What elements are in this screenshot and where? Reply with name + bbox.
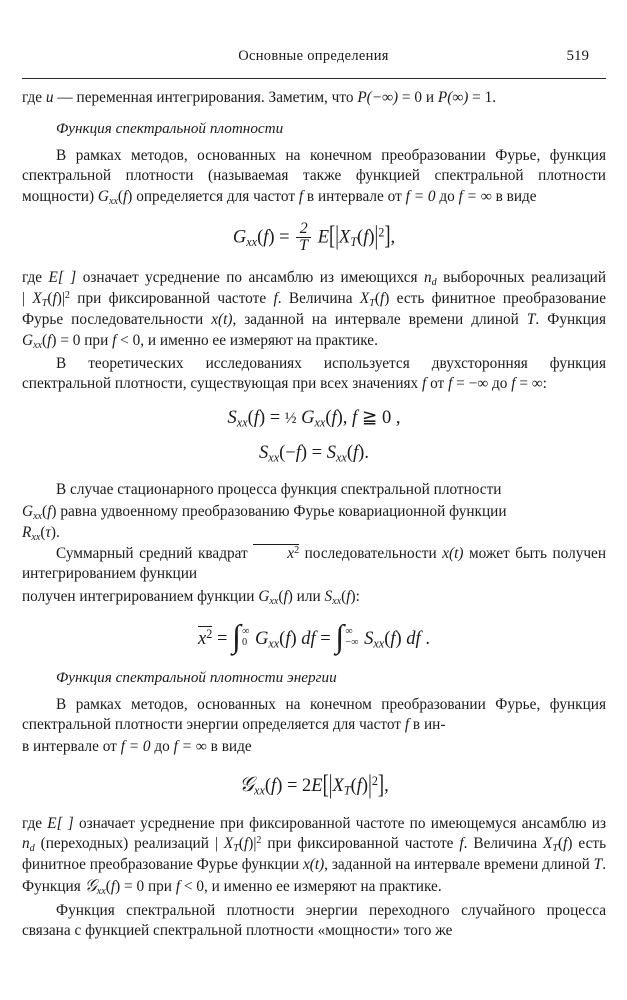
symbol-P-minus-inf: P(−∞) — [357, 89, 399, 106]
inline-f-zero-2: f = 0 — [120, 738, 151, 756]
p8-d: при фиксированной частоте — [267, 835, 454, 853]
paragraph-7-cont: в интервале от f = 0 до f = ∞ в виде — [22, 738, 252, 756]
p3-c: выборочных реализаций — [443, 269, 607, 287]
p1-c: = 0 и — [401, 89, 435, 106]
equation-2 — [22, 407, 606, 430]
p2-cont2: в интервале от — [306, 187, 402, 205]
equation-3-content: $S_{xx}(-f) = S_{xx}(f)$. — [259, 443, 369, 465]
equation-5 — [22, 770, 606, 800]
page-header — [24, 48, 603, 70]
p3-a: где — [22, 269, 43, 287]
inline-x-sq-bar: $x^2$ — [253, 545, 299, 562]
p8-a: где — [22, 814, 43, 832]
p3-e: . Величина — [277, 290, 353, 308]
p1-a: где — [22, 89, 43, 106]
p3-i: = 0 при — [60, 331, 109, 349]
p4-a: В теоретических исследованиях используется двухсторонняя функция спектральной плотности, существующая при всех значениях — [22, 354, 606, 392]
equation-5-content: 𝒢$_{xx}$(f) = $2E[|X_T(f)|^2]$, — [239, 770, 389, 800]
inline-Gxx-3: $G_{xx}(f)$ — [22, 503, 57, 522]
inline-script-Gxx: 𝒢$_{xx}$(f) — [84, 876, 121, 898]
paragraph-7 — [22, 695, 606, 735]
p2-cont: определяется для частот — [136, 187, 296, 205]
inline-XT-sq-2: | $X_T(f)|^2$ — [214, 835, 262, 854]
inline-XT-f-2: $X_T(f)$ — [543, 835, 573, 854]
inline-f-inf-2: f = ∞ — [173, 738, 207, 756]
inline-E-brackets-2: E[ ] — [47, 814, 74, 832]
inline-f-8: f — [459, 835, 464, 853]
p3-h: . Функция — [535, 311, 606, 329]
equation-4-content: $x^2$ = ∫ ∞ 0 $G_{xx}(f)$ df = ∫ ∞ −∞ $S_{xx}(f)$ df . — [198, 619, 430, 656]
p6-b: последовательности — [304, 545, 437, 563]
paragraph-9 — [22, 901, 606, 941]
paragraph-3 — [22, 268, 606, 352]
p8-i: = 0 при — [124, 878, 172, 896]
inline-f-6: f — [511, 374, 516, 392]
inline-f-zero: f = 0 — [405, 187, 436, 205]
p6-c: может быть получен интегрированием функции — [22, 545, 607, 583]
p3-b: означает усреднение по ансамблю из имеющихся — [82, 269, 418, 287]
symbol-u: u — [45, 89, 54, 106]
p6-c2: получен интегрированием функции — [22, 587, 255, 605]
p6-d: или — [296, 587, 321, 605]
inline-x-t-1: x(t) — [211, 311, 233, 329]
p1-d: = 1. — [472, 89, 497, 106]
p8-h: . Функция — [22, 856, 607, 896]
p8-g: , заданной на интервале времени длиной — [324, 856, 590, 874]
paragraph-6-cont — [22, 587, 606, 608]
p4-c: = −∞ до — [456, 374, 508, 392]
p8-f: есть финитное преобразование Фурье функции — [22, 835, 607, 874]
p2-cont3: в виде — [495, 187, 537, 205]
paragraph-6 — [22, 544, 606, 584]
inline-f-7: f — [404, 716, 410, 734]
equation-4 — [22, 619, 606, 656]
page-number: 519 — [566, 48, 589, 64]
inline-nd-1: $n_d$ — [424, 269, 437, 288]
p6-e: : — [355, 587, 360, 605]
p3-d: при фиксированной частоте — [77, 290, 267, 308]
inline-x-t-3: x(t) — [302, 856, 325, 874]
inline-XT-f: $X_T(f)$ — [359, 290, 390, 309]
paragraph-5 — [22, 480, 606, 500]
inline-f-9: f — [175, 878, 181, 896]
header-divider — [22, 78, 606, 79]
inline-Sxx-1: $S_{xx}(f)$ — [324, 587, 356, 607]
inline-f-1: f — [298, 187, 304, 205]
inline-Rxx-tau: $R_{xx}(\tau)$ — [22, 524, 57, 543]
p7-b: в интервале от — [22, 738, 117, 756]
equation-2-content: $S_{xx}(f)$ = ½ $G_{xx}(f)$, f ≧ 0 , — [227, 408, 401, 430]
p7-b0: в ин- — [412, 716, 446, 734]
p2-text: В рамках методов, основанных на конечном преобразовании Фурье, функция спектральной плотности (называемая также функцией спектральной плотности мощности) — [22, 147, 606, 205]
p7-a: В рамках методов, основанных на конечном преобразовании Фурье, функция спектральной плотности энергии определяется для частот — [22, 696, 606, 734]
paragraph-2: В рамках методов, основанных на конечном преобразовании Фурье, функция спектральной плотности (называемая также функцией спектральной плотности мощности) $G_{xx}(f)$ определяется для частот f в интервале от f = 0 до f = ∞ в виде — [22, 147, 606, 207]
equation-1 — [22, 221, 606, 255]
subheading-energy-spectral-density: Функция спектральной плотности энергии — [56, 669, 337, 687]
p3-j: < 0, и именно ее измеряют на практике. — [120, 331, 378, 349]
running-head-title: Основные определения — [238, 48, 389, 64]
inline-f-4: f — [422, 374, 427, 392]
page-body — [22, 88, 606, 943]
inline-Gxx-f: $G_{xx}(f)$ — [97, 187, 133, 207]
p5-b: равна удвоенному преобразованию Фурье ковариационной функции — [60, 503, 507, 520]
equation-3 — [22, 443, 606, 465]
inline-Gxx-4: $G_{xx}(f)$ — [258, 587, 293, 607]
inline-T-2: T — [593, 856, 603, 874]
subheading-spectral-density: Функция спектральной плотности — [56, 120, 284, 138]
p8-b: означает усреднение при фиксированной частоте по имеющемуся ансамблю из — [78, 814, 607, 832]
paragraph-5-cont2 — [22, 523, 606, 544]
p6-a: Суммарный средний квадрат — [56, 545, 248, 563]
p8-e: . Величина — [463, 835, 538, 853]
paragraph-1 — [22, 88, 606, 108]
inline-f-inf: f = ∞ — [458, 187, 492, 205]
inline-E-brackets-1: E[ ] — [48, 269, 77, 287]
p3-f: есть финитное преобразование Фурье последовательности — [22, 290, 606, 329]
p8-c: (переходных) реализаций — [40, 835, 209, 853]
p4-b: от — [430, 374, 445, 392]
p4-d: = ∞: — [519, 374, 547, 392]
inline-f-3: f — [112, 331, 117, 349]
p5-a: В случае стационарного процесса функция спектральной плотности — [56, 480, 502, 498]
p5-c: . — [56, 524, 60, 542]
paragraph-8 — [22, 814, 606, 899]
inline-f-5: f — [448, 374, 453, 392]
inline-x-t-2: x(t) — [442, 545, 464, 563]
inline-f-2: f — [273, 290, 278, 308]
paragraph-4 — [22, 354, 606, 394]
p8-j: < 0, и именно ее измеряют на практике. — [183, 878, 442, 896]
p7-c: в виде — [210, 738, 252, 756]
inline-Gxx-2: $G_{xx}(f)$ — [22, 331, 57, 351]
symbol-P-inf: P(∞) — [437, 89, 469, 106]
p3-g: , заданной на интервале времени длиной — [232, 311, 519, 329]
inline-nd-2: $n_d$ — [22, 835, 35, 854]
paragraph-5-cont — [22, 502, 606, 523]
equation-1-content: $G_{xx}(f)$ = $\frac{2}{T}$ $E[|X_T(f)|^2]$, — [232, 219, 396, 255]
p1-b: — переменная интегрирования. Заметим, что — [57, 89, 354, 106]
p9-a: Функция спектральной плотности энергии переходного случайного процесса связана с функцией спектральной плотности «мощности» того же — [22, 901, 606, 939]
inline-T-1: T — [526, 311, 536, 329]
inline-XT-sq-1: | $X_T(f)|^2$ — [22, 290, 70, 309]
